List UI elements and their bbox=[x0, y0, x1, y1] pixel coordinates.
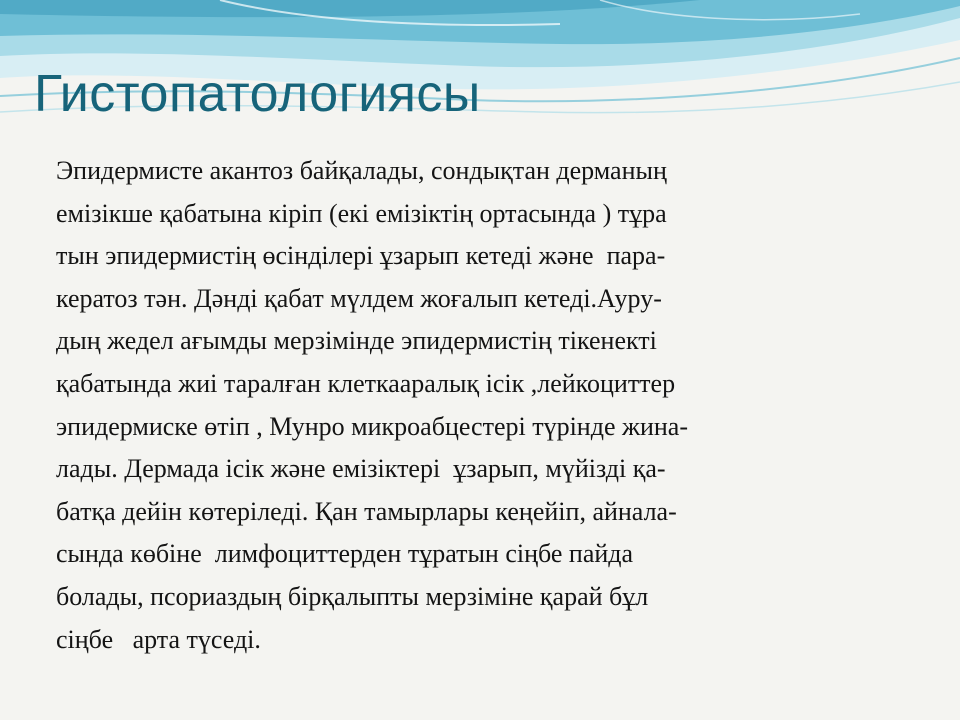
body-line: лады. Дермада ісік және емізіктері ұзарып, мүйізді қа- bbox=[56, 454, 666, 484]
body-line: сіңбе арта түседі. bbox=[56, 624, 261, 654]
slide-body bbox=[56, 150, 916, 661]
body-line: сында көбіне лимфоциттерден тұратын сіңбе пайда bbox=[56, 539, 634, 569]
body-line: кератоз тән. Дәнді қабат мүлдем жоғалып кетеді.Ауру- bbox=[56, 283, 662, 313]
body-line: Эпидермисте акантоз байқалады, сондықтан дерманың bbox=[56, 156, 667, 185]
body-line: қабатында жиі таралған клеткааралық ісік ,лейкоциттер bbox=[56, 368, 676, 398]
body-line: эпидермиске өтіп , Мунро микроабцестері түрінде жина- bbox=[56, 411, 688, 441]
slide-title: Гистопатологиясы bbox=[34, 65, 481, 123]
body-line: болады, псориаздың бірқалыпты мерзіміне қарай бұл bbox=[56, 581, 649, 611]
body-line: батқа дейін көтеріледі. Қан тамырлары кеңейіп, айнала- bbox=[56, 496, 677, 526]
body-line: емізікше қабатына кіріп (екі емізіктің ортасында ) тұра bbox=[56, 198, 667, 228]
body-line: тын эпидермистің өсінділері ұзарып кетеді және пара- bbox=[56, 241, 666, 271]
body-line: дың жедел ағымды мерзімінде эпидермистің тікенекті bbox=[56, 326, 657, 356]
